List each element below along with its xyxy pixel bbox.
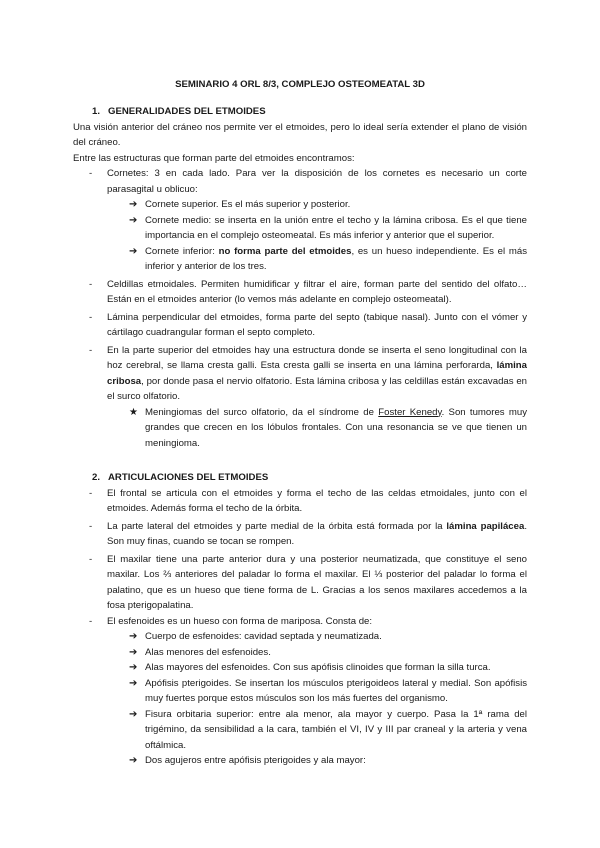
list-item-cresta-galli: - En la parte superior del etmoides hay una estructura donde se inserta el seno longitudinal con la hoz cerebral, se llama cresta galli. Esta cresta galli se inserta en una lámina perforarda, lámina cribosa, por donde pasa el nervio olfatorio. Esta lámina cribosa y las celdillas están excavadas en el surco olfatorio. (89, 344, 527, 402)
emphasis-text: no forma parte del etmoides (218, 245, 352, 257)
sublist-item-cornete-medio: ➔ Cornete medio: se inserta en la unión entre el techo y la lámina cribosa. Es el que tiene importancia en el complejo osteomeatal. Es más inferior y anterior que el superior. (129, 214, 527, 241)
sublist-item-cornete-superior: ➔ Cornete superior. Es el más superior y posterior. (73, 197, 527, 213)
star-bullet-icon: ★ (129, 406, 138, 418)
section-2-heading (92, 470, 527, 486)
sublist-item-cuerpo: ➔ Cuerpo de esfenoides: cavidad septada y neumatizada. (73, 629, 527, 645)
sublist-item-alas-menores: ➔ Alas menores del esfenoides. (73, 645, 527, 661)
document-title: SEMINARIO 4 ORL 8/3, COMPLEJO OSTEOMEATAL 3D (175, 79, 425, 90)
sublist-item-cornete-inferior: ➔ Cornete inferior: no forma parte del etmoides, es un hueso independiente. Es el más inferior y anterior de los tres. (129, 245, 528, 272)
arrow-bullet-icon: ➔ (129, 662, 138, 673)
sublist-item-agujeros: ➔ Dos agujeros entre apófisis pterigoides y ala mayor: (73, 753, 527, 769)
list-item-lamina-perpendicular: - Lámina perpendicular del etmoides, forma parte del septo (tabique nasal). Junto con el vómer y cártilago cuadrangular forman el septo completo. (89, 311, 527, 338)
emphasis-text: lámina cribosa (107, 360, 527, 387)
arrow-bullet-icon: ➔ (129, 214, 138, 226)
arrow-bullet-icon: ➔ (129, 677, 138, 689)
dash-bullet: - (89, 615, 93, 627)
dash-bullet: - (89, 553, 93, 565)
dash-bullet: - (89, 487, 93, 499)
dash-bullet: - (89, 168, 93, 179)
list-item-cornetes: - Cornetes: 3 en cada lado. Para ver la disposición de los cornetes es necesario un corte parasagital u oblicuo: (89, 168, 527, 195)
list-item-lamina-papiracea: - La parte lateral del etmoides y parte medial de la órbita está formada por la lámina papilácea. Son muy finas, cuando se tocan se rompen. (89, 520, 527, 547)
section-1-heading (92, 104, 527, 120)
arrow-bullet-icon: ➔ (129, 646, 138, 658)
list-item-maxilar: - El maxilar tiene una parte anterior dura y una posterior neumatizada, que constituye el seno maxilar. Los ⅔ anteriores del paladar lo forma el maxilar. El ⅓ posterior del paladar lo forma el palatino, que es un hueso que tiene forma de L. Gracias a los senos maxilares accedemos a la fosa pterigopalatina. (89, 553, 527, 611)
arrow-bullet-icon: ➔ (129, 708, 138, 720)
section-2-title: ARTICULACIONES DEL ETMOIDES (108, 472, 269, 483)
list-item-celdillas: - Celdillas etmoidales. Permiten humidificar y filtrar el aire, forman parte del sentido del olfato… Están en el etmoides anterior (lo vemos más adelante en complejo osteomeatal). (89, 278, 527, 305)
arrow-bullet-icon: ➔ (129, 631, 138, 642)
dash-bullet: - (89, 520, 93, 532)
dash-bullet: - (89, 278, 93, 290)
arrow-bullet-icon: ➔ (129, 199, 138, 210)
section-1-title: GENERALIDADES DEL ETMOIDES (108, 106, 266, 117)
dash-bullet: - (89, 344, 93, 356)
arrow-bullet-icon: ➔ (129, 245, 138, 257)
sublist-item-fisura-orbitaria: ➔ Fisura orbitaria superior: entre ala menor, ala mayor y cuerpo. Pasa la 1ª rama del trigémino, da sensibilidad a la cara, también el VI, IV y III par craneal y la arteria y vena oftálmica. (129, 708, 527, 751)
dash-bullet: - (89, 311, 93, 323)
section-1-number: 1. (92, 106, 101, 117)
intro-paragraph: Una visión anterior del cráneo nos permite ver el etmoides, pero lo ideal sería extender el plano de visión del cráneo. (73, 121, 527, 148)
arrow-bullet-icon: ➔ (129, 755, 138, 766)
sublist-item-apofisis-pterigoides: ➔ Apófisis pterigoides. Se insertan los músculos pterigoideos lateral y medial. Son apófisis muy fuertes porque estos músculos son los más fuertes del organismo. (129, 677, 527, 704)
emphasis-text: lámina papilácea (446, 520, 525, 532)
section-2-number: 2. (92, 472, 101, 483)
list-item-esfenoides: - El esfenoides es un hueso con forma de mariposa. Consta de: (73, 614, 527, 630)
sublist-item-alas-mayores: ➔ Alas mayores del esfenoides. Con sus apófisis clinoides que forman la silla turca. (73, 660, 527, 676)
list-item-frontal: - El frontal se articula con el etmoides y forma el techo de las celdas etmoidales, junto con el etmoides. Además forma el techo de la órbita. (89, 487, 527, 514)
document-body (73, 104, 527, 769)
note-meningiomas: ★ Meningiomas del surco olfatorio, da el síndrome de Foster Kenedy. Son tumores muy grandes que crecen en los lóbulos frontales. Con una resonancia se ve que tienen un meningioma. (129, 406, 527, 449)
underlined-term: Foster Kenedy (378, 406, 442, 418)
structures-intro: Entre las estructuras que forman parte del etmoides encontramos: (73, 152, 355, 164)
